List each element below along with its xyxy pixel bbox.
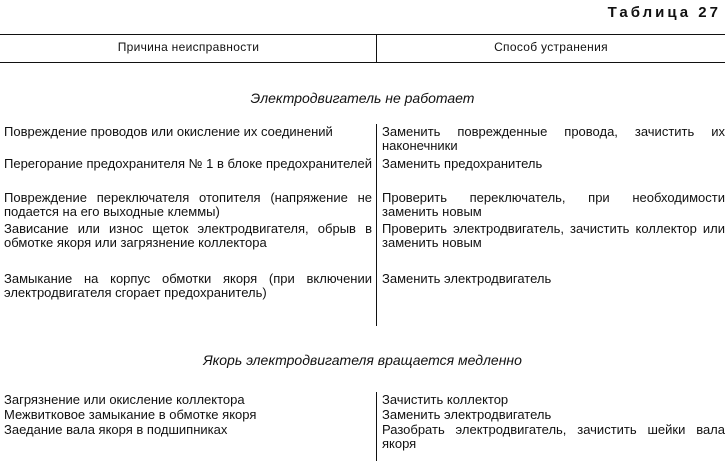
cause-cell: Зависание или износ щеток электродвигателя, обрыв в обмотке якоря или загрязнение коллектора <box>4 221 372 250</box>
remedy-cell: Проверить переключатель, при необходимости заменить новым <box>382 190 725 219</box>
cause-cell: Межвитковое замыкание в обмотке якоря <box>4 407 257 422</box>
cause-cell: Повреждение переключателя отопителя (напряжение не подается на его выходные клеммы) <box>4 190 372 219</box>
table-row <box>0 393 725 408</box>
cause-cell: Перегорание предохранителя № 1 в блоке предохранителей <box>4 156 372 171</box>
remedy-cell: Заменить поврежденные провода, зачистить их наконечники <box>382 124 725 153</box>
remedy-cell: Заменить предохранитель <box>382 156 543 171</box>
section-title-2: Якорь электродвигателя вращается медленно <box>203 352 522 368</box>
column-header-cause: Причина неисправности <box>117 40 260 54</box>
remedy-cell: Заменить электродвигатель <box>382 407 552 422</box>
column-divider-header <box>376 34 377 62</box>
cause-cell: Загрязнение или окисление коллектора <box>4 392 245 407</box>
column-header-remedy: Способ устранения <box>494 40 608 54</box>
table-row <box>0 272 725 320</box>
table-row <box>0 408 725 423</box>
remedy-cell: Заменить электродвигатель <box>382 271 552 286</box>
header-bottom-rule <box>0 62 725 63</box>
table-row <box>0 423 725 453</box>
table-number: Таблица 27 <box>607 4 721 21</box>
remedy-cell: Разобрать электродвигатель, зачистить шейки вала якоря <box>382 422 725 451</box>
section-title-1: Электродвигатель не работает <box>250 90 475 106</box>
remedy-cell: Зачистить коллектор <box>382 392 509 407</box>
remedy-cell: Проверить электродвигатель, зачистить коллектор или заменить новым <box>382 221 725 250</box>
table-row <box>0 157 725 191</box>
cause-cell: Повреждение проводов или окисление их соединений <box>4 124 333 139</box>
table-row <box>0 125 725 157</box>
section-1-rows <box>0 125 725 320</box>
section-2-rows <box>0 393 725 453</box>
cause-cell: Заедание вала якоря в подшипниках <box>4 422 228 437</box>
header-top-rule <box>0 34 725 35</box>
cause-cell: Замыкание на корпус обмотки якоря (при включении электродвигателя сгорает предохранитель) <box>4 271 372 300</box>
table-row <box>0 191 725 222</box>
table-row <box>0 222 725 272</box>
